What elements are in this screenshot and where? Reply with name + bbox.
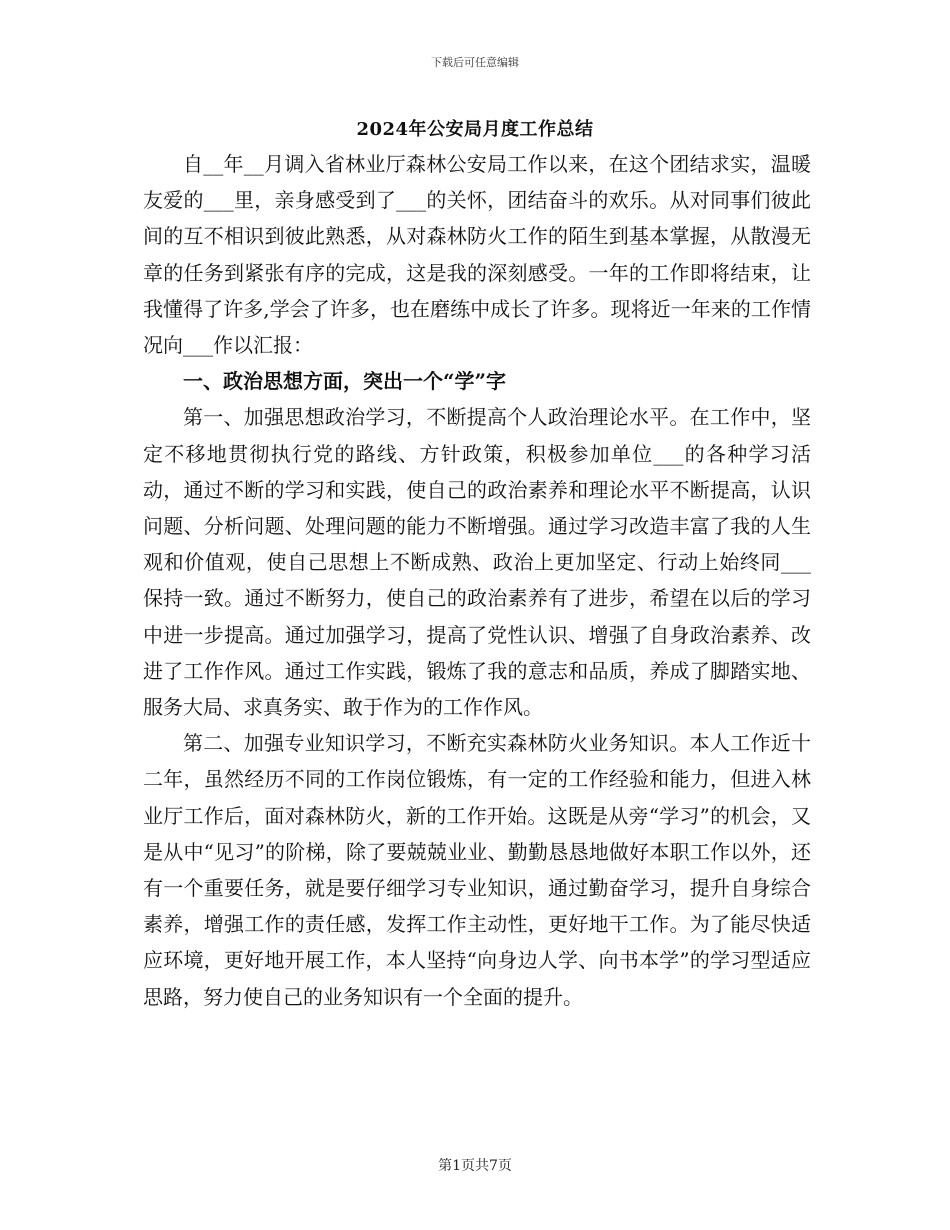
page-number: 第1页共7页: [438, 1158, 512, 1174]
paragraph-professional-study: 第二、加强专业知识学习，不断充实森林防火业务知识。本人工作近十二年，虽然经历不同的工作岗位锻炼，有一定的工作经验和能力，但进入林业厅工作后，面对森林防火，新的工作开始。这既是从旁“学习”的机会，又是从中“见习”的阶梯，除了要兢兢业业、勤勤恳恳地做好本职工作以外，还有一个重要任务，就是要仔细学习专业知识，通过勤奋学习，提升自身综合素养，增强工作的责任感，发挥工作主动性，更好地干工作。为了能尽快适应环境，更好地开展工作，本人坚持“向身边人学、向书本学”的学习型适应思路，努力使自己的业务知识有一个全面的提升。: [143, 731, 811, 1009]
intro-paragraph: 自__年__月调入省林业厅森林公安局工作以来，在这个团结求实，温暖友爱的___里，亲身感受到了___的关怀，团结奋斗的欢乐。从对同事们彼此间的互不相识到彼此熟悉，从对森林防火工作的陌生到基本掌握，从散漫无章的任务到紧张有序的完成，这是我的深刻感受。一年的工作即将结束，让我懂得了许多,学会了许多，也在磨练中成长了许多。现将近一年来的工作情况向___作以汇报：: [143, 152, 811, 358]
section-heading-politics: 一、政治思想方面，突出一个“学”字: [183, 369, 507, 394]
page-header-note: 下载后可任意编辑: [431, 56, 519, 69]
document-body: [143, 146, 811, 1015]
document-title: 2024年公安局月度工作总结: [356, 119, 594, 140]
paragraph-political-study: 第一、加强思想政治学习，不断提高个人政治理论水平。在工作中，坚定不移地贯彻执行党的路线、方针政策，积极参加单位___的各种学习活动，通过不断的学习和实践，使自己的政治素养和理论水平不断提高，认识问题、分析问题、处理问题的能力不断增强。通过学习改造丰富了我的人生观和价值观，使自己思想上不断成熟、政治上更加坚定、行动上始终同___保持一致。通过不断努力，使自己的政治素养有了进步，希望在以后的学习中进一步提高。通过加强学习，提高了党性认识、增强了自身政治素养、改进了工作作风。通过工作实践，锻炼了我的意志和品质，养成了脚踏实地、服务大局、求真务实、敢于作为的工作作风。: [143, 405, 811, 720]
